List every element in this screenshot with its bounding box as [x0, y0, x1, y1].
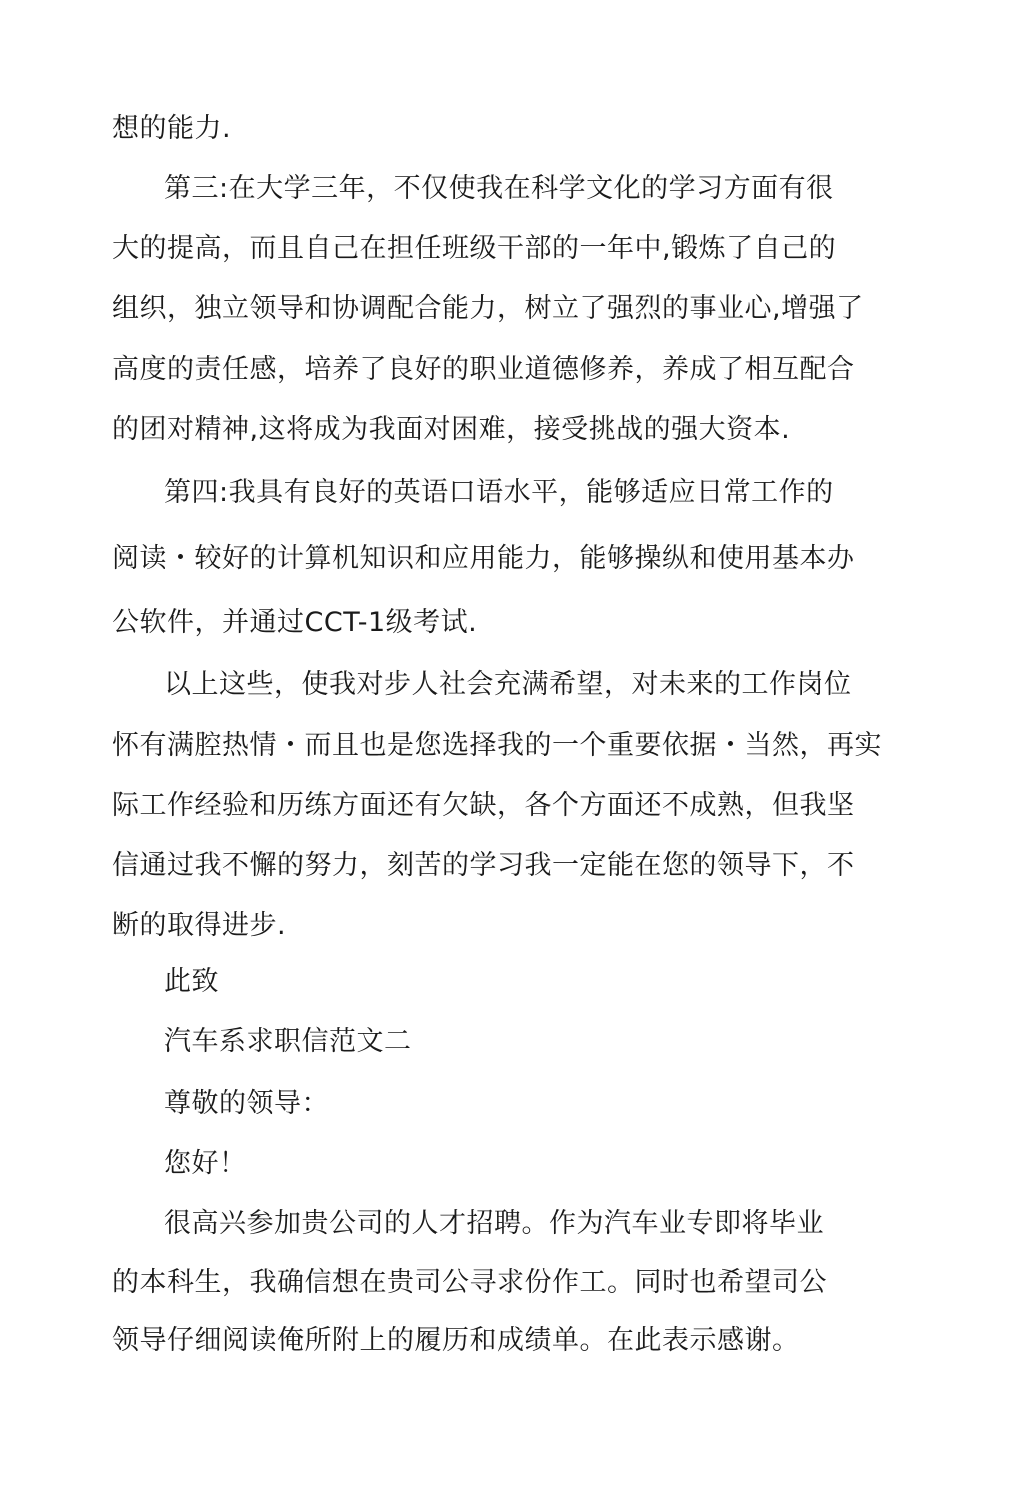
text-line-7: 第四:我具有良好的英语口语水平，能够适应日常工作的 — [164, 477, 834, 508]
text-line-2: 第三:在大学三年，不仅使我在科学文化的学习方面有很 — [164, 173, 834, 204]
text-line-13: 信通过我不懈的努力，刻苦的学习我一定能在您的领导下，不 — [112, 850, 855, 881]
text-line-20: 的本科生，我确信想在贵司公寻求份作工。同时也希望司公 — [112, 1267, 827, 1298]
text-line-1: 想的能力. — [112, 113, 232, 144]
text-line-9: 公软件，并通过CCT-1级考试. — [112, 607, 478, 638]
text-line-10: 以上这些，使我对步人社会充满希望，对未来的工作岗位 — [164, 669, 852, 700]
salutation-closing: 此致 — [164, 966, 219, 997]
text-line-4: 组织，独立领导和协调配合能力，树立了强烈的事业心,增强了 — [112, 293, 864, 324]
text-line-21: 领导仔细阅读俺所附上的履历和成绩单。在此表示感谢。 — [112, 1325, 800, 1356]
text-line-19: 很高兴参加贵公司的人才招聘。作为汽车业专即将毕业 — [164, 1208, 824, 1239]
text-line-14: 断的取得进步. — [112, 910, 287, 941]
section-heading: 汽车系求职信范文二 — [164, 1026, 412, 1057]
text-line-6: 的团对精神,这将成为我面对困难，接受挑战的强大资本. — [112, 414, 791, 445]
greeting-hello: 您好！ — [164, 1148, 247, 1179]
text-line-5: 高度的责任感，培养了良好的职业道德修养，养成了相互配合 — [112, 354, 855, 385]
text-line-11: 怀有满腔热情・而且也是您选择我的一个重要依据・当然，再实 — [112, 730, 882, 761]
text-line-3: 大的提高，而且自己在担任班级干部的一年中,锻炼了自己的 — [112, 233, 837, 264]
text-line-8: 阅读・较好的计算机知识和应用能力，能够操纵和使用基本办 — [112, 543, 855, 574]
greeting-line: 尊敬的领导： — [164, 1088, 329, 1119]
text-line-12: 际工作经验和历练方面还有欠缺，各个方面还不成熟，但我坚 — [112, 790, 855, 821]
